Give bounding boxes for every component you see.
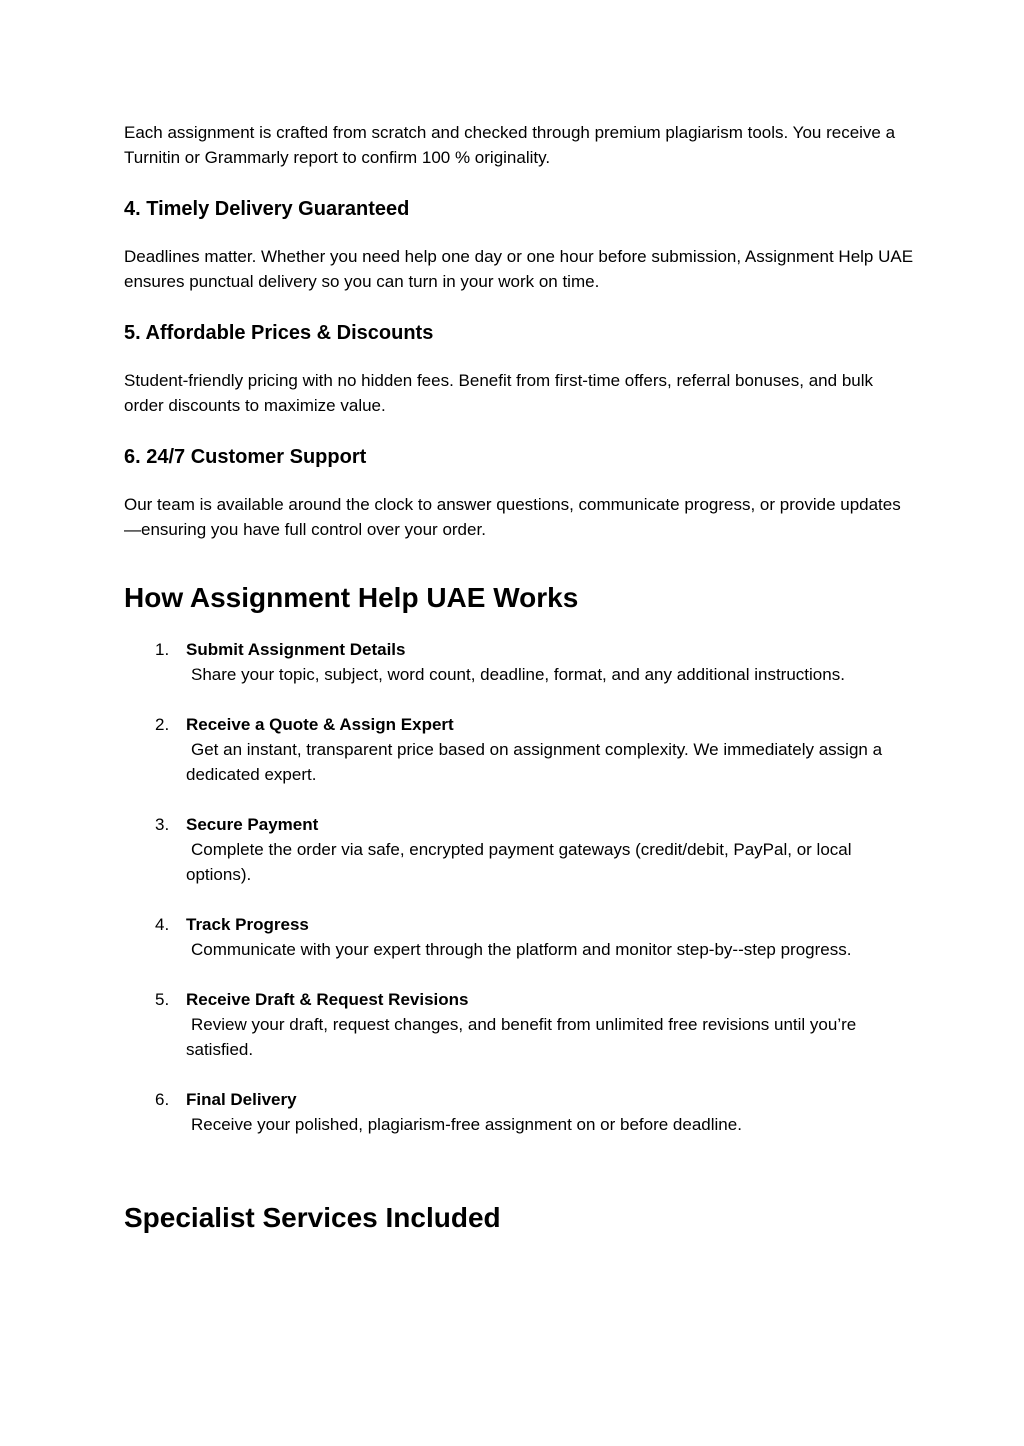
section-title-customer-support: 6. 24/7 Customer Support [124, 446, 367, 468]
step-title: Track Progress [186, 915, 309, 934]
list-item [124, 637, 914, 687]
step-description: Get an instant, transparent price based on assignment complexity. We immediately assign a dedicated expert. [186, 740, 883, 784]
specialist-services-heading: Specialist Services Included [124, 1202, 501, 1233]
step-description: Receive your polished, plagiarism‑free assignment on or before deadline. [191, 1115, 742, 1134]
step-number: 6. [155, 1090, 170, 1109]
step-description: Communicate with your expert through the platform and monitor step‑by‑‑step progress. [191, 940, 852, 959]
list-item [124, 712, 914, 787]
step-description: Review your draft, request changes, and benefit from unlimited free revisions until you’re satisfied. [186, 1015, 857, 1059]
intro-paragraph: Each assignment is crafted from scratch and checked through premium plagiarism tools. You receive a Turnitin or Grammarly report to confirm 100 % originality. [124, 123, 896, 167]
section-text-affordable-prices: Student‑friendly pricing with no hidden fees. Benefit from first‑time offers, referral bonuses, and bulk order discounts to maximize value. [124, 371, 874, 415]
step-number: 3. [155, 815, 170, 834]
step-number: 2. [155, 715, 170, 734]
step-title: Final Delivery [186, 1090, 297, 1109]
section-text-timely-delivery: Deadlines matter. Whether you need help one day or one hour before submission, Assignment Help UAE ensures punctual delivery so you can turn in your work on time. [124, 247, 914, 291]
step-title: Submit Assignment Details [186, 640, 406, 659]
list-item [124, 912, 914, 962]
document-page [124, 120, 914, 1235]
list-item [124, 987, 914, 1062]
step-number: 5. [155, 990, 170, 1009]
step-title: Secure Payment [186, 815, 319, 834]
how-it-works-heading: How Assignment Help UAE Works [124, 582, 579, 613]
step-title: Receive Draft & Request Revisions [186, 990, 469, 1009]
list-item [124, 1087, 914, 1137]
section-text-customer-support: Our team is available around the clock to answer questions, communicate progress, or provide updates—ensuring you have full control over your order. [124, 495, 901, 539]
step-description: Share your topic, subject, word count, deadline, format, and any additional instructions. [191, 665, 845, 684]
section-title-timely-delivery: 4. Timely Delivery Guaranteed [124, 198, 410, 220]
step-title: Receive a Quote & Assign Expert [186, 715, 454, 734]
section-title-affordable-prices: 5. Affordable Prices & Discounts [124, 322, 434, 344]
steps-list [124, 637, 914, 1137]
step-description: Complete the order via safe, encrypted payment gateways (credit/debit, PayPal, or local options). [186, 840, 852, 884]
step-number: 4. [155, 915, 170, 934]
step-number: 1. [155, 640, 170, 659]
list-item [124, 812, 914, 887]
